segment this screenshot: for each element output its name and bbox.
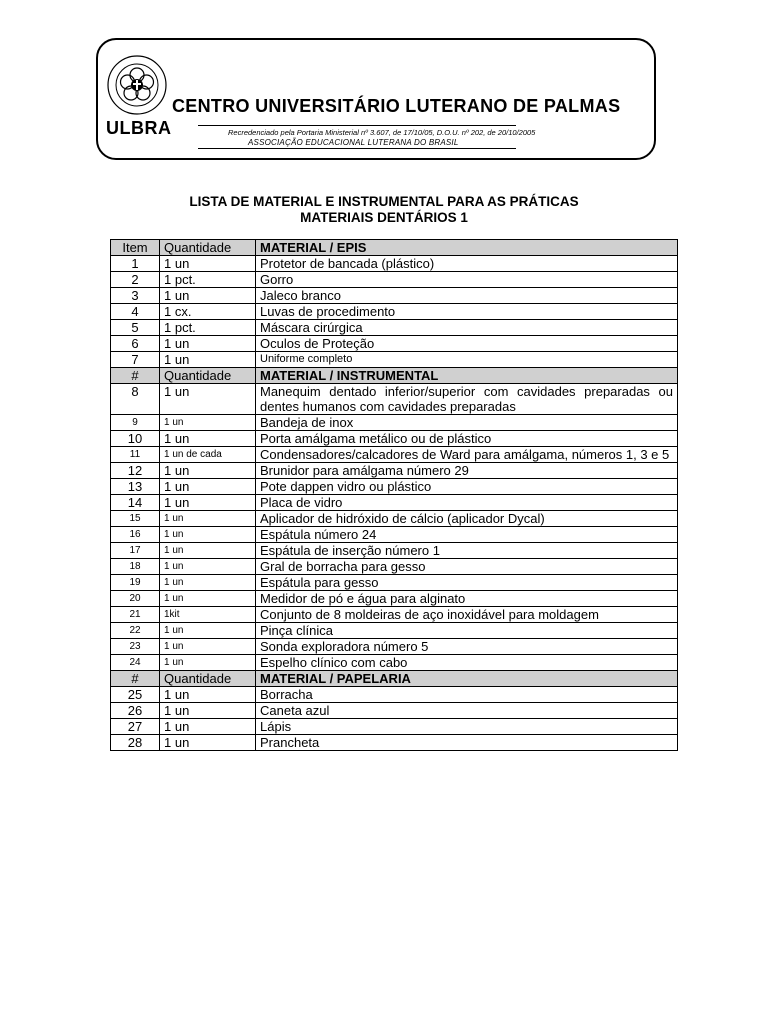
item-quantity: 1 cx. — [160, 304, 256, 320]
item-quantity: 1 un — [160, 463, 256, 479]
item-number: 4 — [111, 304, 160, 320]
materials-table — [110, 239, 678, 751]
item-number: 26 — [111, 703, 160, 719]
table-row — [111, 591, 678, 607]
item-number: 6 — [111, 336, 160, 352]
item-description: Espátula para gesso — [256, 575, 678, 591]
item-quantity: 1 un — [160, 623, 256, 639]
column-header-item: Item — [111, 240, 160, 256]
association-name: ASSOCIAÇÃO EDUCACIONAL LUTERANA DO BRASIL — [248, 138, 459, 147]
item-description: Medidor de pó e água para alginato — [256, 591, 678, 607]
table-row — [111, 527, 678, 543]
item-number: 25 — [111, 687, 160, 703]
item-number: 16 — [111, 527, 160, 543]
section-title: MATERIAL / INSTRUMENTAL — [256, 368, 678, 384]
item-quantity: 1 un — [160, 591, 256, 607]
item-description: Aplicador de hidróxido de cálcio (aplicador Dycal) — [256, 511, 678, 527]
item-number: 19 — [111, 575, 160, 591]
item-description: Placa de vidro — [256, 495, 678, 511]
section-title: MATERIAL / EPIS — [256, 240, 678, 256]
item-description: Oculos de Proteção — [256, 336, 678, 352]
item-description: Luvas de procedimento — [256, 304, 678, 320]
table-row — [111, 336, 678, 352]
item-description: Manequim dentado inferior/superior com cavidades preparadas ou dentes humanos com cavidades preparadas — [256, 384, 678, 415]
header-divider-bottom — [198, 148, 516, 149]
item-description: Sonda exploradora número 5 — [256, 639, 678, 655]
item-quantity: 1 un — [160, 479, 256, 495]
header-divider — [198, 125, 516, 126]
item-number: 11 — [111, 447, 160, 463]
table-row — [111, 543, 678, 559]
item-number: 23 — [111, 639, 160, 655]
item-quantity: 1kit — [160, 607, 256, 623]
item-number: 13 — [111, 479, 160, 495]
item-number: 5 — [111, 320, 160, 336]
item-quantity: 1 un — [160, 639, 256, 655]
table-row — [111, 639, 678, 655]
item-number: 8 — [111, 384, 160, 415]
section-header-row — [111, 368, 678, 384]
column-header-quantity: Quantidade — [160, 368, 256, 384]
item-description: Jaleco branco — [256, 288, 678, 304]
item-number: 24 — [111, 655, 160, 671]
table-row — [111, 735, 678, 751]
item-description: Espátula de inserção número 1 — [256, 543, 678, 559]
item-number: 22 — [111, 623, 160, 639]
section-title: MATERIAL / PAPELARIA — [256, 671, 678, 687]
institution-header — [96, 38, 656, 160]
item-description: Uniforme completo — [256, 352, 678, 368]
section-header-row — [111, 671, 678, 687]
table-row — [111, 320, 678, 336]
item-number: 14 — [111, 495, 160, 511]
recredentialing-note: Recredenciado pela Portaria Ministerial nº 3.607, de 17/10/05, D.O.U. nº 202, de 20/10/2005 — [228, 128, 536, 137]
table-row — [111, 415, 678, 431]
section-header-row — [111, 240, 678, 256]
item-quantity: 1 un — [160, 415, 256, 431]
item-quantity: 1 un — [160, 511, 256, 527]
item-quantity: 1 un — [160, 687, 256, 703]
ulbra-logo-text: ULBRA — [106, 118, 172, 138]
table-row — [111, 431, 678, 447]
item-quantity: 1 un — [160, 719, 256, 735]
item-number: 21 — [111, 607, 160, 623]
table-row — [111, 719, 678, 735]
item-number: 9 — [111, 415, 160, 431]
item-description: Borracha — [256, 687, 678, 703]
item-description: Máscara cirúrgica — [256, 320, 678, 336]
table-row — [111, 479, 678, 495]
item-description: Condensadores/calcadores de Ward para amálgama, números 1, 3 e 5 — [256, 447, 678, 463]
item-description: Caneta azul — [256, 703, 678, 719]
table-row — [111, 559, 678, 575]
item-quantity: 1 un — [160, 495, 256, 511]
item-description: Lápis — [256, 719, 678, 735]
item-description: Pinça clínica — [256, 623, 678, 639]
table-row — [111, 272, 678, 288]
institution-name: CENTRO UNIVERSITÁRIO LUTERANO DE PALMAS — [172, 96, 621, 116]
table-row — [111, 655, 678, 671]
item-number: 3 — [111, 288, 160, 304]
table-row — [111, 447, 678, 463]
table-row — [111, 304, 678, 320]
table-row — [111, 687, 678, 703]
item-description: Porta amálgama metálico ou de plástico — [256, 431, 678, 447]
item-number: 20 — [111, 591, 160, 607]
table-row — [111, 575, 678, 591]
item-number: 15 — [111, 511, 160, 527]
document-subtitle: MATERIAIS DENTÁRIOS 1 — [300, 210, 468, 225]
item-quantity: 1 un — [160, 384, 256, 415]
column-header-quantity: Quantidade — [160, 240, 256, 256]
item-number: 27 — [111, 719, 160, 735]
item-description: Protetor de bancada (plástico) — [256, 256, 678, 272]
table-row — [111, 623, 678, 639]
table-row — [111, 703, 678, 719]
item-number: 12 — [111, 463, 160, 479]
item-number: 28 — [111, 735, 160, 751]
item-description: Brunidor para amálgama número 29 — [256, 463, 678, 479]
table-row — [111, 352, 678, 368]
item-quantity: 1 un — [160, 336, 256, 352]
table-row — [111, 495, 678, 511]
item-quantity: 1 un — [160, 703, 256, 719]
item-description: Gral de borracha para gesso — [256, 559, 678, 575]
luther-rose-seal-icon — [106, 54, 168, 116]
item-description: Espátula número 24 — [256, 527, 678, 543]
column-header-item: # — [111, 368, 160, 384]
item-description: Gorro — [256, 272, 678, 288]
item-description: Bandeja de inox — [256, 415, 678, 431]
table-row — [111, 511, 678, 527]
item-number: 17 — [111, 543, 160, 559]
item-quantity: 1 un — [160, 256, 256, 272]
table-row — [111, 607, 678, 623]
item-number: 10 — [111, 431, 160, 447]
item-quantity: 1 un — [160, 431, 256, 447]
document-title: LISTA DE MATERIAL E INSTRUMENTAL PARA AS PRÁTICAS — [189, 194, 579, 209]
table-row — [111, 256, 678, 272]
item-description: Pote dappen vidro ou plástico — [256, 479, 678, 495]
table-row — [111, 463, 678, 479]
materials-table-body — [111, 240, 678, 751]
item-number: 1 — [111, 256, 160, 272]
item-quantity: 1 un — [160, 655, 256, 671]
column-header-item: # — [111, 671, 160, 687]
item-number: 18 — [111, 559, 160, 575]
item-description: Espelho clínico com cabo — [256, 655, 678, 671]
item-number: 2 — [111, 272, 160, 288]
table-row — [111, 288, 678, 304]
item-quantity: 1 un — [160, 543, 256, 559]
item-quantity: 1 un — [160, 288, 256, 304]
column-header-quantity: Quantidade — [160, 671, 256, 687]
item-quantity: 1 un — [160, 735, 256, 751]
item-description: Prancheta — [256, 735, 678, 751]
item-quantity: 1 un — [160, 527, 256, 543]
item-quantity: 1 pct. — [160, 272, 256, 288]
item-quantity: 1 un — [160, 559, 256, 575]
item-quantity: 1 pct. — [160, 320, 256, 336]
item-number: 7 — [111, 352, 160, 368]
item-description: Conjunto de 8 moldeiras de aço inoxidável para moldagem — [256, 607, 678, 623]
item-quantity: 1 un — [160, 352, 256, 368]
table-row — [111, 384, 678, 415]
item-quantity: 1 un de cada — [160, 447, 256, 463]
item-quantity: 1 un — [160, 575, 256, 591]
